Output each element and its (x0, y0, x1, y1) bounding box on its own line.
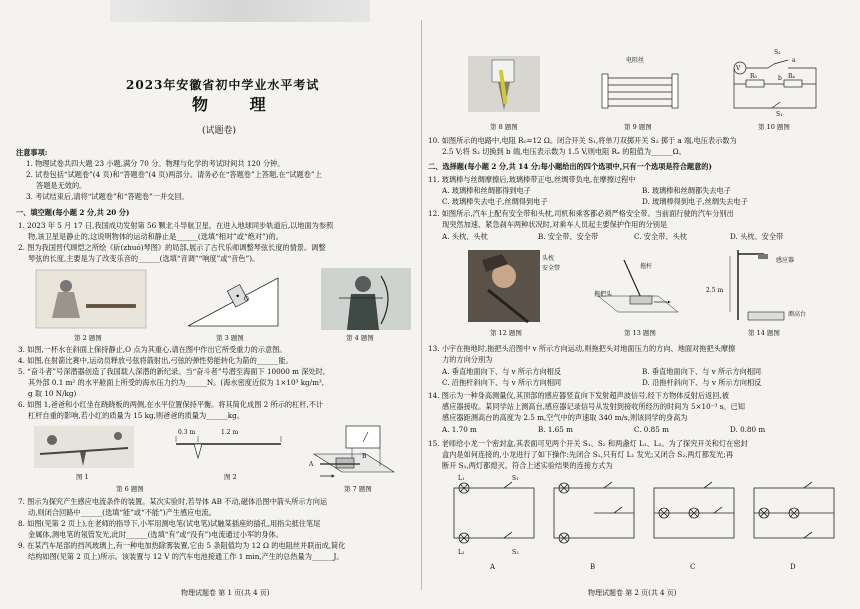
q13-option-b: B. 垂直地面向下、与 v 所示方向相同 (642, 367, 762, 376)
q7-line1: 7. 图示为探究产生感应电流条件的装置。某次实验时,若导体 AB 不动,磁体沿图中箭头所示方向运 (18, 497, 328, 506)
q14-option-d: D. 0.80 m (730, 425, 766, 434)
q15-l1-label: L₁ (458, 475, 465, 482)
fig13-head-label: 拖把头 (594, 291, 613, 298)
note-1: 1. 物理试卷共四大题 23 小题,满分 70 分。物理与化学的考试时间共 120 分钟。 (26, 159, 285, 168)
lever-dist-2: 1.2 m (221, 429, 239, 436)
q15-option-b: B (590, 563, 596, 571)
fig10-r0-label: R₀ (750, 73, 757, 80)
q9-line1: 9. 在某汽车尾部的挡风玻璃上,有一种电加热除雾装置,它由 5 条阻值均为 12 Ω 的电阻丝并联而成,简化 (18, 541, 346, 550)
figure-7-induction (306, 424, 406, 482)
q15-s1-label: S₁ (512, 475, 519, 482)
q1-line2: 物,该卫星是静止的,这说明物体的运动和静止是______(选填“相对”或“绝对”)的。 (28, 232, 283, 241)
figure-8-test-pen (468, 56, 540, 112)
q13-option-a: A. 垂直地面向下、与 v 所示方向相反 (442, 367, 562, 376)
fig12-headrest-label: 头枕 (542, 255, 555, 262)
q15-line2: 盒内是如何连接的,小龙进行了如下操作:先闭合 S₁,只有灯 L₁ 发光;又闭合 S₂,两灯都发光;再 (442, 450, 733, 459)
figure-12-seatbelt (468, 250, 540, 322)
q10-line1: 10. 如图所示的电路中,电阻 R₀=12 Ω。闭合开关 S₁,将单刀双掷开关 S₂ 掷于 a 端,电压表示数为 (428, 136, 737, 145)
q5-line1: 5. “奋斗者”号深潜器创造了我国载人深潜的新纪录。当“奋斗者”号潜至海面下 10000 m 深处时, (18, 367, 326, 376)
fig10-rx-label: Rₓ (788, 73, 796, 80)
q6-line2: 杠杆自重的影响,若小红的质量为 15 kg,则爸爸的质量为______kg。 (28, 411, 244, 420)
q7-line2: 动,则闭合回路中______(选填“能”或“不能”)产生感应电流。 (28, 508, 216, 517)
q11-option-b: B. 玻璃棒和丝绸都失去电子 (642, 186, 731, 195)
section-2-heading: 二、选择题(每小题 2 分,共 14 分;每小题给出的四个选项中,只有一个选项是符合题意的) (428, 162, 712, 171)
fig6-img2-label: 图 2 (224, 473, 237, 481)
figure-14-height-meter (718, 246, 828, 324)
figure-3-slope (186, 272, 281, 328)
fig9-caption: 第 9 题图 (624, 123, 652, 131)
q2-line2: 琴弦的长度,主要是为了改变乐音的______(选填“音调”“响度”或“音色”)。 (28, 254, 260, 263)
fig14-platform-label: 测高台 (788, 311, 807, 318)
q12-option-a: A. 头枕、头枕 (442, 232, 488, 241)
q10-line2: 2.5 V;将 S₂ 切换到 b 端,电压表示数为 1.5 V,则电阻 Rₓ 的阻值为______Ω。 (442, 147, 686, 156)
q2-line1: 2. 图为我国晋代顾恺之所绘《斫(zhuó)琴图》的局部,展示了古代乐师调整琴弦长度的情景。调整 (18, 243, 326, 252)
figure-4-archer (321, 268, 411, 330)
q6-line1: 6. 如图 1,爸爸和小红坐在跷跷板的两侧,在水平位置保持平衡。将其简化成图 2 所示的杠杆,不计 (18, 400, 324, 409)
fig14-height-label: 2.5 m (706, 287, 724, 294)
q15-s2-label: S₂ (512, 549, 519, 556)
footer-page-1: 物理试题卷 第 1 页(共 4 页) (181, 589, 270, 597)
q15-option-d: D (790, 563, 796, 571)
q5-line2: 其外部 0.1 m² 的水平舱面上所受的海水压力约为______N。(海水密度近似为 1×10³ kg/m³, (28, 378, 325, 387)
q12-option-b: B. 安全带、安全带 (538, 232, 599, 241)
page-divider (421, 20, 422, 590)
q12-line2: 现突然加速、紧急刹车两种状况时,对乘车人员起主要保护作用的分别是 (442, 220, 668, 229)
section-1-heading: 一、填空题(每小题 2 分,共 20 分) (16, 208, 130, 217)
right-page (428, 0, 848, 609)
fig2-caption: 第 2 题图 (74, 334, 102, 342)
circuit-c (654, 482, 734, 538)
q11-option-d: D. 玻璃棒得到电子,丝绸失去电子 (642, 197, 748, 206)
fig14-sensor-label: 感应器 (776, 257, 795, 264)
circuit-a (454, 482, 534, 543)
q11: 11. 玻璃棒与丝绸摩擦后,玻璃棒带正电,丝绸带负电,在摩擦过程中 (428, 175, 636, 184)
fig12-caption: 第 12 题图 (490, 329, 522, 337)
fig10-s2-label: S₂ (774, 49, 781, 56)
fig6-img1-label: 图 1 (76, 473, 89, 481)
fig10-b-label: b (778, 75, 782, 82)
fig4-caption: 第 4 题图 (346, 334, 374, 342)
figure-2-painting (36, 270, 146, 330)
q11-option-a: A. 玻璃棒和丝绸都得到电子 (442, 186, 531, 195)
q14-option-b: B. 1.65 m (538, 425, 573, 434)
fig7-caption: 第 7 题图 (344, 485, 372, 493)
fig10-v-label: V (736, 65, 741, 72)
figure-9-heater (600, 66, 680, 110)
q14-option-c: C. 0.85 m (634, 425, 669, 434)
fig7-a-label: A (309, 461, 314, 468)
fig10-caption: 第 10 题图 (758, 123, 790, 131)
q8-line1: 8. 如图(见第 2 页上),在老师的指导下,小军用测电笔(试电笔)试触某插座的插孔,用指尖抵住笔尾 (18, 519, 321, 528)
q8-line2: 金属体,测电笔的氖管发光,此时______(选填“有”或“没有”)电流通过小军的身体。 (28, 530, 283, 539)
q13-option-d: D. 沿拖杆斜向下、与 v 所示方向相反 (642, 378, 762, 387)
q3: 3. 如图,一杯水在斜面上保持静止,O 点为其重心,请在图中作出它所受重力的示意图。 (18, 345, 287, 354)
q13-option-c: C. 沿拖杆斜向下、与 v 所示方向相同 (442, 378, 562, 387)
q15-circuit-options (448, 478, 838, 558)
note-2: 2. 试卷包括“试题卷”(4 页)和“答题卷”(4 页)两部分。请务必在“答题卷”上答题,在“试题卷”上 (26, 170, 322, 179)
q15-l2-label: L₂ (458, 549, 465, 556)
exam-title: 2023年安徽省初中学业水平考试 (126, 78, 320, 92)
fig3-caption: 第 3 题图 (216, 334, 244, 342)
subject-title: 物 理 (192, 95, 284, 114)
fig12-belt-label: 安全带 (542, 265, 561, 272)
q12-option-d: D. 头枕、安全带 (730, 232, 784, 241)
circuit-d (754, 482, 834, 538)
fig8-caption: 第 8 题图 (490, 123, 518, 131)
q4: 4. 如图,在射箭比赛中,运动员释放弓弦将箭射出,弓弦的弹性势能转化为箭的______能。 (18, 356, 293, 365)
lever-dist-1: 0.3 m (178, 429, 196, 436)
circuit-b (554, 482, 634, 543)
fig10-a-label: a (792, 57, 796, 64)
q12-line1: 12. 如图所示,汽车上配有安全带和头枕,司机和乘客都必须严格安全带。当前面行驶的汽车分别出 (428, 209, 734, 218)
figure-10-circuit (728, 58, 820, 116)
fig13-caption: 第 13 题图 (624, 329, 656, 337)
fig14-caption: 第 14 题图 (748, 329, 780, 337)
q14-line2: 感应器接收。某同学站上测高台,感应器记录信号从发射到接收所经历的时间为 5×10⁻³ s。已知 (442, 402, 745, 411)
q11-option-c: C. 玻璃棒失去电子,丝绸得到电子 (442, 197, 548, 206)
fig3-o-label: O (244, 296, 249, 303)
q13-line2: 力的方向分别为 (442, 355, 493, 364)
q15-line1: 15. 老师给小龙一个密封盒,其表面可见两个开关 S₁、S₂ 和两盏灯 L₁、L₂。为了探究开关和灯在密封 (428, 439, 748, 448)
fig9-heater-label: 电阻丝 (626, 57, 645, 64)
notes-heading: 注意事项: (16, 148, 48, 157)
q9-line2: 结构如图(见第 2 页上)所示。该装置与 12 V 的汽车电池接通工作 1 min,产生的总热量为______J。 (28, 552, 344, 561)
left-page (16, 0, 416, 609)
note-2-cont: 答题是无效的。 (36, 181, 87, 190)
q15-option-a: A (490, 563, 496, 571)
fig13-handle-label: 拖杆 (640, 263, 653, 270)
fig7-b-label: B (362, 453, 367, 460)
figure-13-mop (588, 256, 688, 316)
q14-line3: 感应器距测高台的高度为 2.5 m,空气中的声速取 340 m/s,则该同学的身高为 (442, 413, 688, 422)
fig6-caption: 第 6 题图 (116, 485, 144, 493)
q1-line1: 1. 2023 年 5 月 17 日,我国成功发射第 56 颗北斗导航卫星。在进入地球同步轨道后,以地面为参照 (18, 221, 334, 230)
q15-option-c: C (690, 563, 696, 571)
note-3: 3. 考试结束后,请将“试题卷”和“答题卷”一并交回。 (26, 192, 189, 201)
q15-line3: 断开 S₁,两灯都熄灭。符合上述实验结果的连接方式为 (442, 461, 613, 470)
footer-page-2: 物理试题卷 第 2 页(共 4 页) (588, 589, 677, 597)
q5-line3: g 取 10 N/kg) (28, 389, 77, 398)
fig10-s1-label: S₁ (776, 111, 783, 118)
q14-option-a: A. 1.70 m (442, 425, 477, 434)
q13-line1: 13. 小宇在拖地时,拖把头沿图中 v 所示方向运动,则拖把头对地面压力的方向、地面对拖把头摩擦 (428, 344, 736, 353)
q12-option-c: C. 安全带、头枕 (634, 232, 687, 241)
figure-6-seesaw-photo (34, 426, 134, 468)
paper-type: (试题卷) (202, 126, 237, 136)
q14-line1: 14. 图示为一种身高测量仪,其顶部的感应器竖直向下发射超声波信号,经下方物体反射后返回,被 (428, 391, 729, 400)
